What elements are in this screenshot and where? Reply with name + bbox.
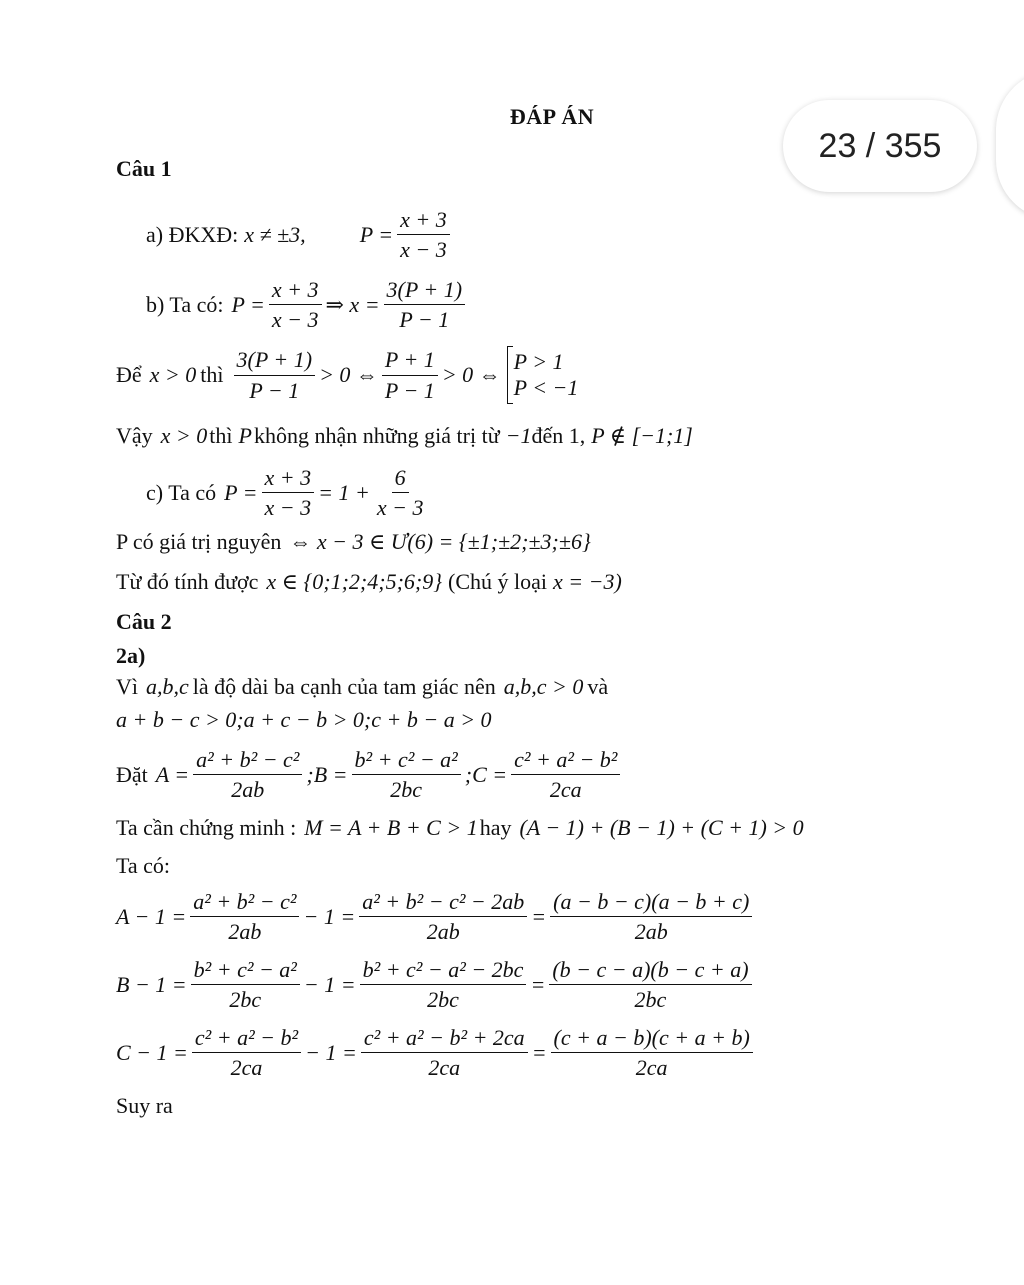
q1-conclusion-b: Vậy x > 0 thì P không nhận những giá trị từ −1 đến 1, P ∉ [−1;1] [116,423,693,448]
q1-result: Từ đó tính được x ∈ {0;1;2;4;5;6;9} (Chú ý loại x = −3) [116,569,622,594]
part-a-label: a) ĐKXĐ: [146,221,239,247]
q1-part-a [146,208,454,261]
q2-goal: Ta cần chứng minh : M = A + B + C > 1 hay (A − 1) + (B − 1) + (C + 1) > 0 [116,815,804,840]
q2-suy-ra: Suy ra [116,1093,173,1118]
question-2-heading: Câu 2 [116,609,172,634]
p-equals: P = [359,221,394,247]
q2-row-c: C − 1 = $\frac{\text{c² + a² − b²}}{2ca}$ − 1 = $\frac{\text{c² + a² − b² + 2ca}}{2ca}$ = $\frac{(c + a - b)(c + a + b)}{2ca}$ [116,1026,757,1079]
q1-integer-condition: P có giá trị nguyên ⇔ x − 3 ∈ Ư(6) = {±1;±2;±3;±6} [116,529,591,554]
q2-row-b: B − 1 = $\frac{\text{b² + c² − a²}}{2bc}$ − 1 = $\frac{\text{b² + c² − a² − 2bc}}{2bc}$ = $\frac{(b - c - a)(b - c + a)}{2bc}$ [116,958,756,1011]
part-b-label: b) Ta có: [146,291,224,317]
answer-title: ĐÁP ÁN [509,104,595,129]
question-1-heading: Câu 1 [116,156,172,181]
page-counter-badge: 23 / 355 [783,100,977,192]
q2-definitions: Đặt A = $\frac{\text{a² + b² − c²}}{2ab}$ ;B = $\frac{\text{b² + c² − a²}}{2bc}$ ;C = $\frac{\text{c² + a² − b²}}{2ca}$ [116,748,624,801]
part-c-label: c) Ta có [146,479,217,505]
case-bracket: P > 1 P < −1 [507,346,579,404]
q2-ta-co: Ta có: [116,853,171,878]
x-fraction: $\frac{3(P + 1)}{P - 1}$ [384,278,466,331]
q2-row-a: A − 1 = $\frac{\text{a² + b² − c²}}{2ab}$ − 1 = $\frac{\text{a² + b² − c² − 2ab}}{2ab}$ = $\frac{(a - b - c)(a - b + c)}{2ab}$ [116,890,756,943]
p-fraction: $\frac{x + 3}{x - 3}$ [397,208,450,261]
side-scroll-handle[interactable] [996,70,1024,220]
question-2a-label: 2a) [116,643,146,668]
domain-condition: x ≠ ±3, [244,221,306,247]
p-fraction: $\frac{x + 3}{x - 3}$ [269,278,322,331]
q2-triangle-inequalities: a + b − c > 0;a + c − b > 0;c + b − a > 0 [116,707,492,732]
q1-part-b: b) Ta có: P = $\frac{x + 3}{x - 3}$ ⇒ x = $\frac{3(P + 1)}{P - 1}$ [146,278,469,331]
q1-condition-line: Để x > 0 thì $\frac{3(P + 1)}{P - 1}$ > 0 ⇔ $\frac{P + 1}{P - 1}$ > 0 ⇔ P > 1 P < −1 [116,347,579,403]
q2-triangle-statement: Vì a,b,c là độ dài ba cạnh của tam giác nên a,b,c > 0 và [116,674,609,699]
q1-part-c: c) Ta có P = $\frac{x + 3}{x - 3}$ = 1 + $\frac{6}{x - 3}$ [146,465,424,521]
